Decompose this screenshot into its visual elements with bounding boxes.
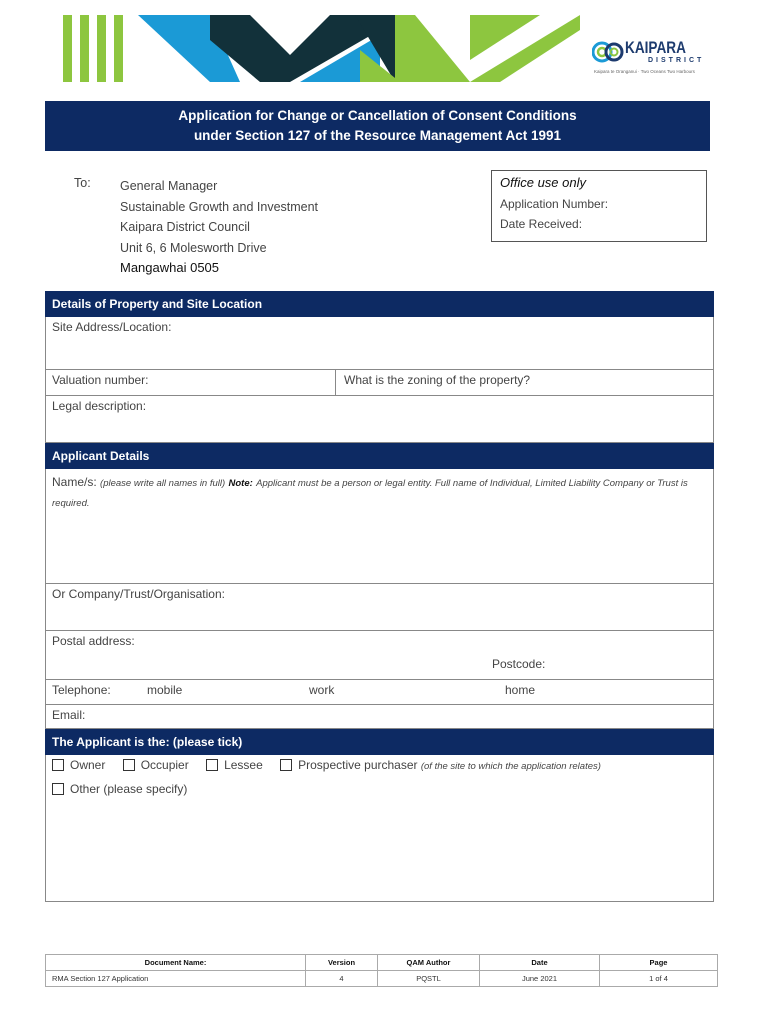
email-label: Email: — [52, 708, 86, 722]
names-label: Name/s: — [52, 475, 97, 489]
company-field[interactable] — [45, 584, 714, 631]
valuation-number-field[interactable] — [45, 370, 336, 396]
office-use-box — [491, 170, 707, 242]
telephone-label: Telephone: — [52, 683, 111, 697]
names-field[interactable] — [45, 469, 714, 584]
names-hint: (please write all names in full) — [100, 478, 226, 489]
occupier-checkbox[interactable] — [123, 759, 135, 771]
footer-header: QAM Author — [378, 955, 480, 971]
company-label: Or Company/Trust/Organisation: — [52, 587, 225, 601]
prospective-note: (of the site to which the application relates) — [420, 761, 601, 772]
zoning-field[interactable] — [335, 370, 714, 396]
postal-label: Postal address: — [52, 634, 135, 648]
footer-value: PQSTL — [378, 971, 480, 987]
office-use-heading: Office use only — [500, 175, 586, 190]
footer-value: June 2021 — [480, 971, 600, 987]
postal-address-field[interactable] — [45, 631, 714, 680]
work-label: work — [309, 683, 335, 697]
site-address-field[interactable] — [45, 317, 714, 370]
zoning-label: What is the zoning of the property? — [344, 373, 531, 387]
site-address-label: Site Address/Location: — [52, 320, 172, 334]
address-line: Unit 6, 6 Molesworth Drive — [120, 240, 267, 255]
title-line-2: under Section 127 of the Resource Management Act 1991 — [193, 128, 562, 143]
logo-tagline: Kaipara te Oranganui · Two Oceans Two Harbours — [594, 69, 695, 74]
legal-description-label: Legal description: — [52, 399, 147, 413]
address-line: Mangawhai 0505 — [120, 260, 220, 275]
owner-label: Owner — [70, 758, 106, 772]
applicant-type-box — [45, 755, 714, 902]
form-title — [45, 101, 710, 151]
footer-value: 1 of 4 — [600, 971, 718, 987]
lessee-checkbox[interactable] — [206, 759, 218, 771]
property-section-heading: Details of Property and Site Location — [45, 291, 714, 317]
kaipara-logo — [592, 38, 712, 78]
spiral-logo-icon — [592, 38, 624, 66]
occupier-label: Occupier — [140, 758, 189, 772]
footer-header: Date — [480, 955, 600, 971]
footer-header: Page — [600, 955, 718, 971]
title-line-1: Application for Change or Cancellation of Consent Conditions — [178, 108, 577, 123]
prospective-label: Prospective purchaser — [298, 758, 418, 772]
footer-header: Document Name: — [46, 955, 306, 971]
owner-checkbox[interactable] — [52, 759, 64, 771]
home-label: home — [505, 683, 536, 697]
valuation-label: Valuation number: — [52, 373, 149, 387]
names-label-block — [52, 473, 702, 513]
lessee-label: Lessee — [224, 758, 263, 772]
application-number-field[interactable]: Application Number: — [500, 197, 609, 211]
logo-district: DISTRICT — [648, 57, 705, 64]
other-option — [52, 782, 187, 796]
email-field[interactable] — [45, 705, 714, 729]
to-label: To: — [74, 176, 91, 190]
address-line: Sustainable Growth and Investment — [120, 199, 319, 214]
date-received-field[interactable]: Date Received: — [500, 217, 583, 231]
applicant-section-heading: Applicant Details — [45, 443, 714, 469]
logo-name: KAIPARA — [625, 38, 686, 57]
note-text: Applicant must be a person or legal entity. Full name of Individual, Limited Liability Company or Trust is required. — [52, 478, 688, 509]
legal-description-field[interactable] — [45, 396, 714, 443]
address-line: Kaipara District Council — [120, 220, 250, 234]
postcode-label: Postcode: — [492, 657, 546, 671]
applicant-type-options — [52, 758, 601, 772]
applicant-type-heading: The Applicant is the: (please tick) — [45, 729, 714, 755]
address-line: General Manager — [120, 179, 218, 193]
footer-value: RMA Section 127 Application — [46, 971, 306, 987]
mobile-label: mobile — [147, 683, 183, 697]
note-label: Note: — [228, 478, 253, 489]
footer-value: 4 — [306, 971, 378, 987]
prospective-purchaser-checkbox[interactable] — [280, 759, 292, 771]
recipient-address — [120, 176, 318, 279]
footer-header: Version — [306, 955, 378, 971]
telephone-field[interactable] — [45, 680, 714, 705]
other-checkbox[interactable] — [52, 783, 64, 795]
document-footer-table — [45, 954, 718, 987]
other-label: Other (please specify) — [70, 782, 188, 796]
